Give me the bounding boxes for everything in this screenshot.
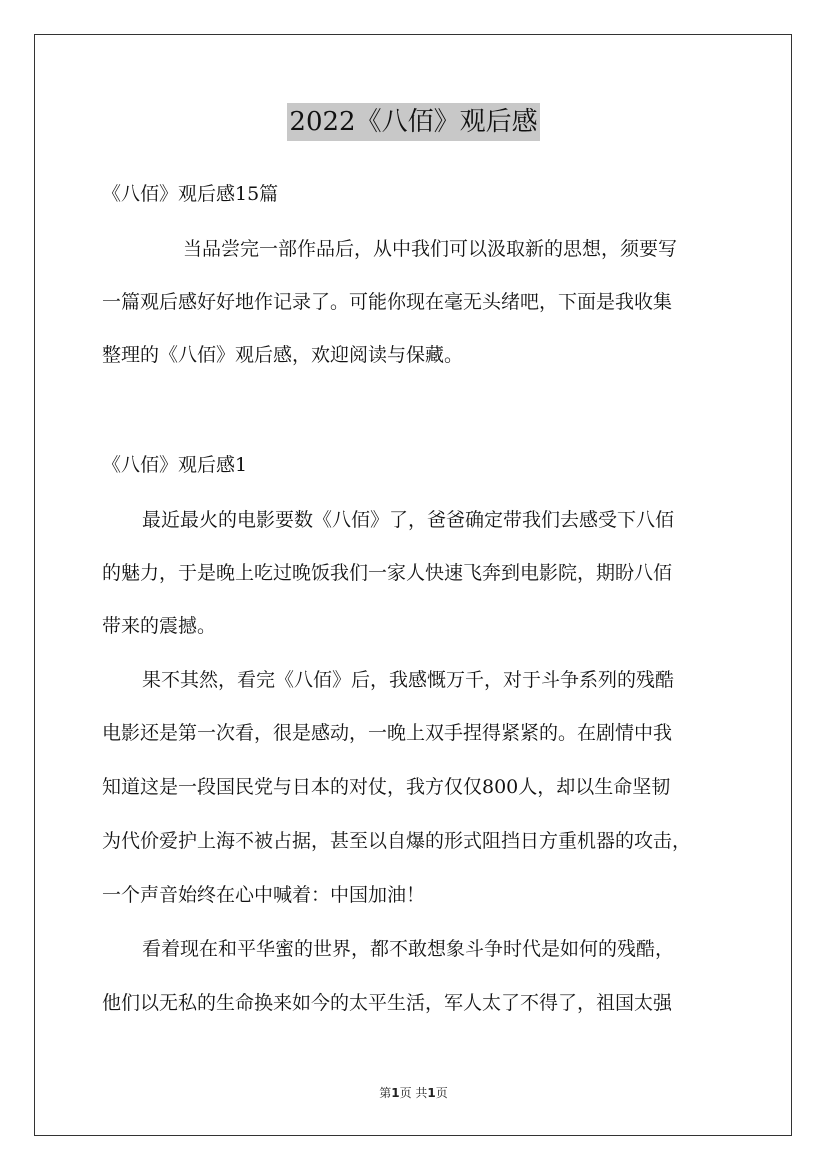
footer-total-pages: 1 — [427, 1086, 436, 1100]
intro-line-2: 一篇观后感好好地作记录了。可能你现在毫无头绪吧，下面是我收集 — [102, 291, 673, 313]
section-heading: 《八佰》观后感1 — [102, 454, 248, 476]
footer-prefix: 第 — [379, 1086, 392, 1100]
intro-line-1: 当品尝完一部作品后，从中我们可以汲取新的思想，须要写 — [183, 238, 678, 260]
para1-line-3: 带来的震撼。 — [102, 615, 217, 637]
intro-line-3: 整理的《八佰》观后感，欢迎阅读与保藏。 — [102, 344, 464, 366]
para3-line-2: 他们以无私的生命换来如今的太平生活，军人太了不得了，祖国太强 — [102, 992, 673, 1014]
para2-line-1: 果不其然，看完《八佰》后，我感慨万千，对于斗争系列的残酷 — [142, 669, 675, 691]
page-footer — [0, 1084, 827, 1101]
para3-line-1: 看着现在和平华蜜的世界，都不敢想象斗争时代是如何的残酷， — [142, 938, 675, 960]
para1-line-1: 最近最火的电影要数《八佰》了，爸爸确定带我们去感受下八佰 — [142, 509, 675, 531]
para2-line-2: 电影还是第一次看，很是感动，一晚上双手捏得紧紧的。在剧情中我 — [102, 722, 673, 744]
para2-line-5: 一个声音始终在心中喊着：中国加油！ — [102, 884, 426, 906]
para2-line-4: 为代价爱护上海不被占据，甚至以自爆的形式阻挡日方重机器的攻击， — [102, 830, 692, 852]
footer-page-number: 1 — [391, 1086, 400, 1100]
document-subtitle: 《八佰》观后感15篇 — [102, 183, 279, 205]
para1-line-2: 的魅力，于是晚上吃过晚饭我们一家人快速飞奔到电影院，期盼八佰 — [102, 562, 673, 584]
footer-mid: 页 共 — [399, 1086, 428, 1100]
document-title: 2022《八佰》观后感 — [287, 103, 539, 141]
para2-line-3: 知道这是一段国民党与日本的对仗，我方仅仅800人，却以生命坚韧 — [102, 776, 671, 798]
footer-suffix: 页 — [435, 1086, 448, 1100]
